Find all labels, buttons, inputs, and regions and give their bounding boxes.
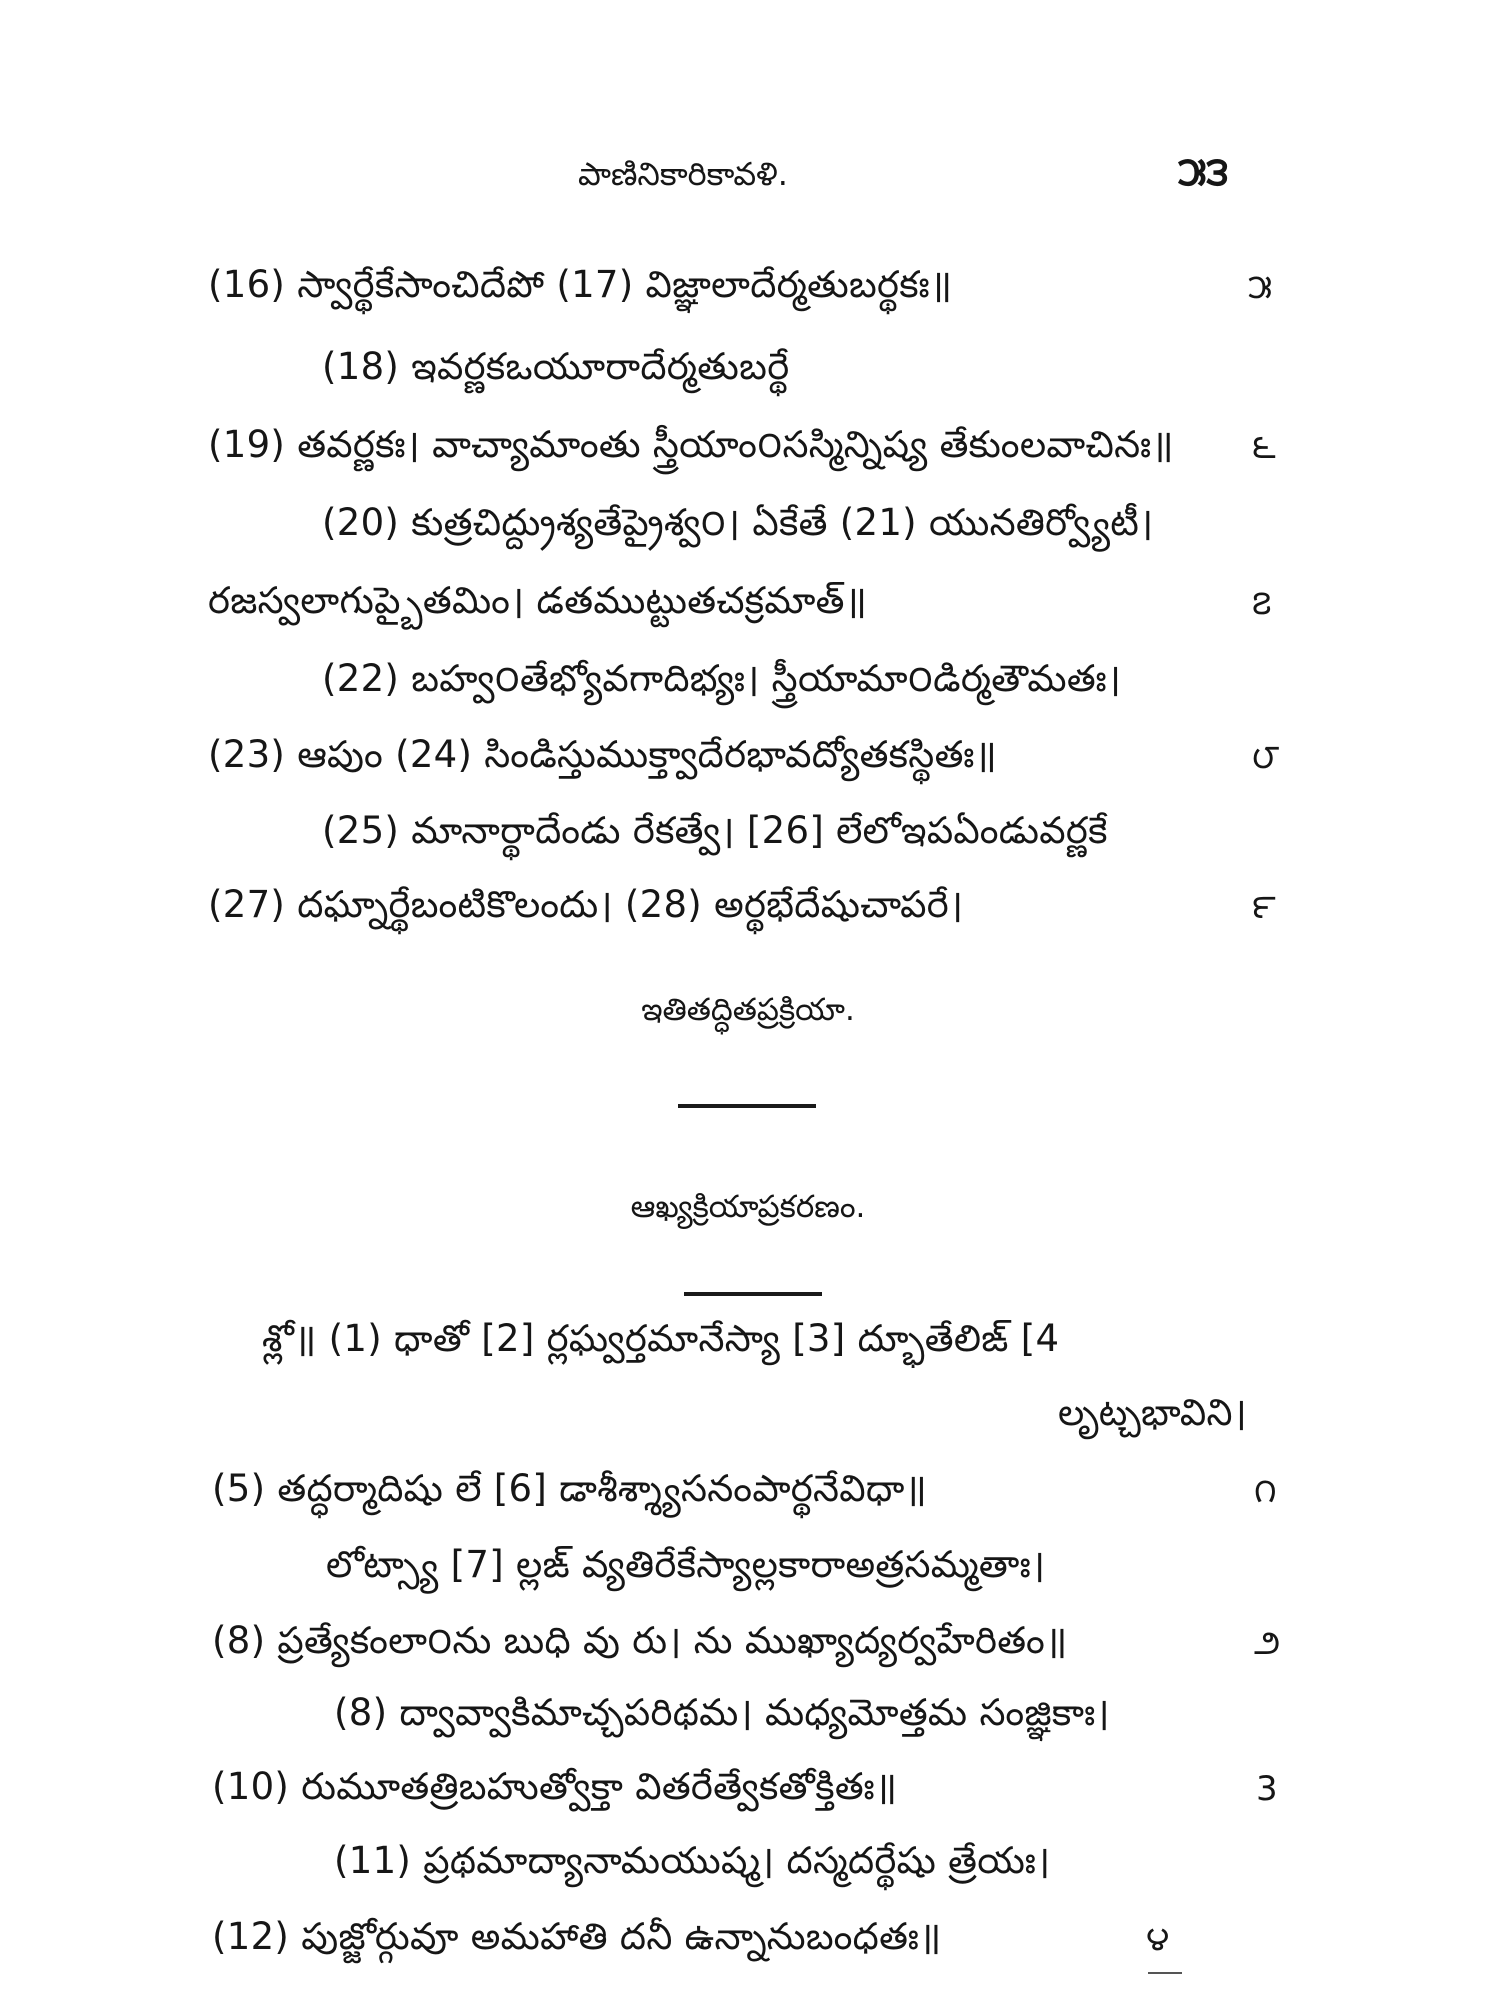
verse-number: ౭ [1252, 583, 1272, 623]
section-closing: ఇతితద్ధితప్రక్రియా. [641, 992, 855, 1028]
verse-number: ౧ [1254, 1471, 1277, 1511]
verse-line: (22) బహ్వ౦తేభ్యోవగాదిభ్యః। స్త్రీయామా౦డిర్మతౌమతః। [322, 657, 1122, 700]
verse-line: శ్లో॥ (1) ధాతో [2] ర్లఘ్వర్తమానేస్యా [3] ద్భూతేలిఙ్ [4 [262, 1317, 1060, 1360]
verse-line: లోట్స్యా [7] ల్లఙ్ వ్యతిరేకేస్యాల్లకారాఅత్రసమ్మతాః। [326, 1543, 1046, 1586]
verse-line: (25) మానార్థాదేండు రేకత్వే। [26] లేలోఇపఏండువర్ణకే [322, 809, 1108, 852]
verse-line: (8) ద్వావ్వాకిమాచ్చపరిథమ। మధ్యమోత్తమ సంజ్ఞికాః। [334, 1691, 1110, 1734]
verse-number: 3 [1256, 1769, 1278, 1809]
verse-line: (27) దఘ్నార్థేబంటికొలందు। (28) అర్థభేదేషుచాపరే। [208, 883, 964, 926]
verse-number: ౪ [1146, 1919, 1170, 1959]
verse-line: (19) తవర్ణకః। వాచ్యామాంతు స్త్రీయాం౦సస్మిన్నిష్య తేకుంలవాచినః॥ [208, 423, 1174, 466]
divider-rule [678, 1104, 816, 1108]
verse-number: ౨ [1254, 1623, 1281, 1663]
verse-line: (10) రుమూతత్రిబహుత్వోక్తా వితరేత్వేకతోక్తితః॥ [212, 1765, 898, 1808]
verse-number: ౬ [1252, 427, 1276, 467]
page-number: ౫౩ [1178, 149, 1229, 195]
verse-line: (11) ప్రథమాద్యానామయుష్మ। దస్మదర్థేషు త్రేయః। [334, 1839, 1051, 1882]
divider-rule [684, 1292, 822, 1296]
verse-line: (12) పుజ్జోర్గువూ అమహాతి దనీ ఉన్నానుబంధతః॥ [212, 1915, 942, 1958]
verse-line: (18) ఇవర్ణకఒయూరాదేర్మతుబర్థే [322, 345, 790, 388]
verse-line: (5) తద్ధర్మాదిషు లే [6] డాశీశ్శ్యాసనంపార్థనేవిధా॥ [212, 1467, 928, 1510]
running-title: పాణినికారికావళి. [578, 155, 788, 193]
footer-mark [1148, 1972, 1182, 1974]
verse-number: ౯ [1252, 887, 1276, 927]
verse-line: లృట్చభావిని। [1058, 1391, 1248, 1434]
verse-line: (23) ఆపుం (24) సిండిస్తుముక్త్వాదేరభావద్యోతకస్థితః॥ [208, 733, 998, 776]
section-heading: ఆఖ్యక్రియాప్రకరణం. [630, 1189, 866, 1225]
verse-number: ౫ [1248, 267, 1273, 307]
verse-line: (8) ప్రత్యేకంలా౦ను బుధి వు రు। ను ముఖ్యాద్యర్వహేరితం॥ [212, 1619, 1068, 1662]
verse-line: (16) స్వార్థేకేసాంచిదేపో (17) విజ్ఞాలాదేర్మతుబర్థకః॥ [208, 263, 953, 306]
verse-line: రజస్వలాగుప్బైతమిం। డతముట్టుతచక్రమాత్॥ [208, 579, 868, 622]
verse-line: (20) కుత్రచిద్ద్రుశ్యతేప్రైశ్వ౦। ఏకేతే (21) యునతిర్వ్యోటీ। [322, 501, 1154, 544]
verse-number: ౮ [1252, 737, 1280, 777]
